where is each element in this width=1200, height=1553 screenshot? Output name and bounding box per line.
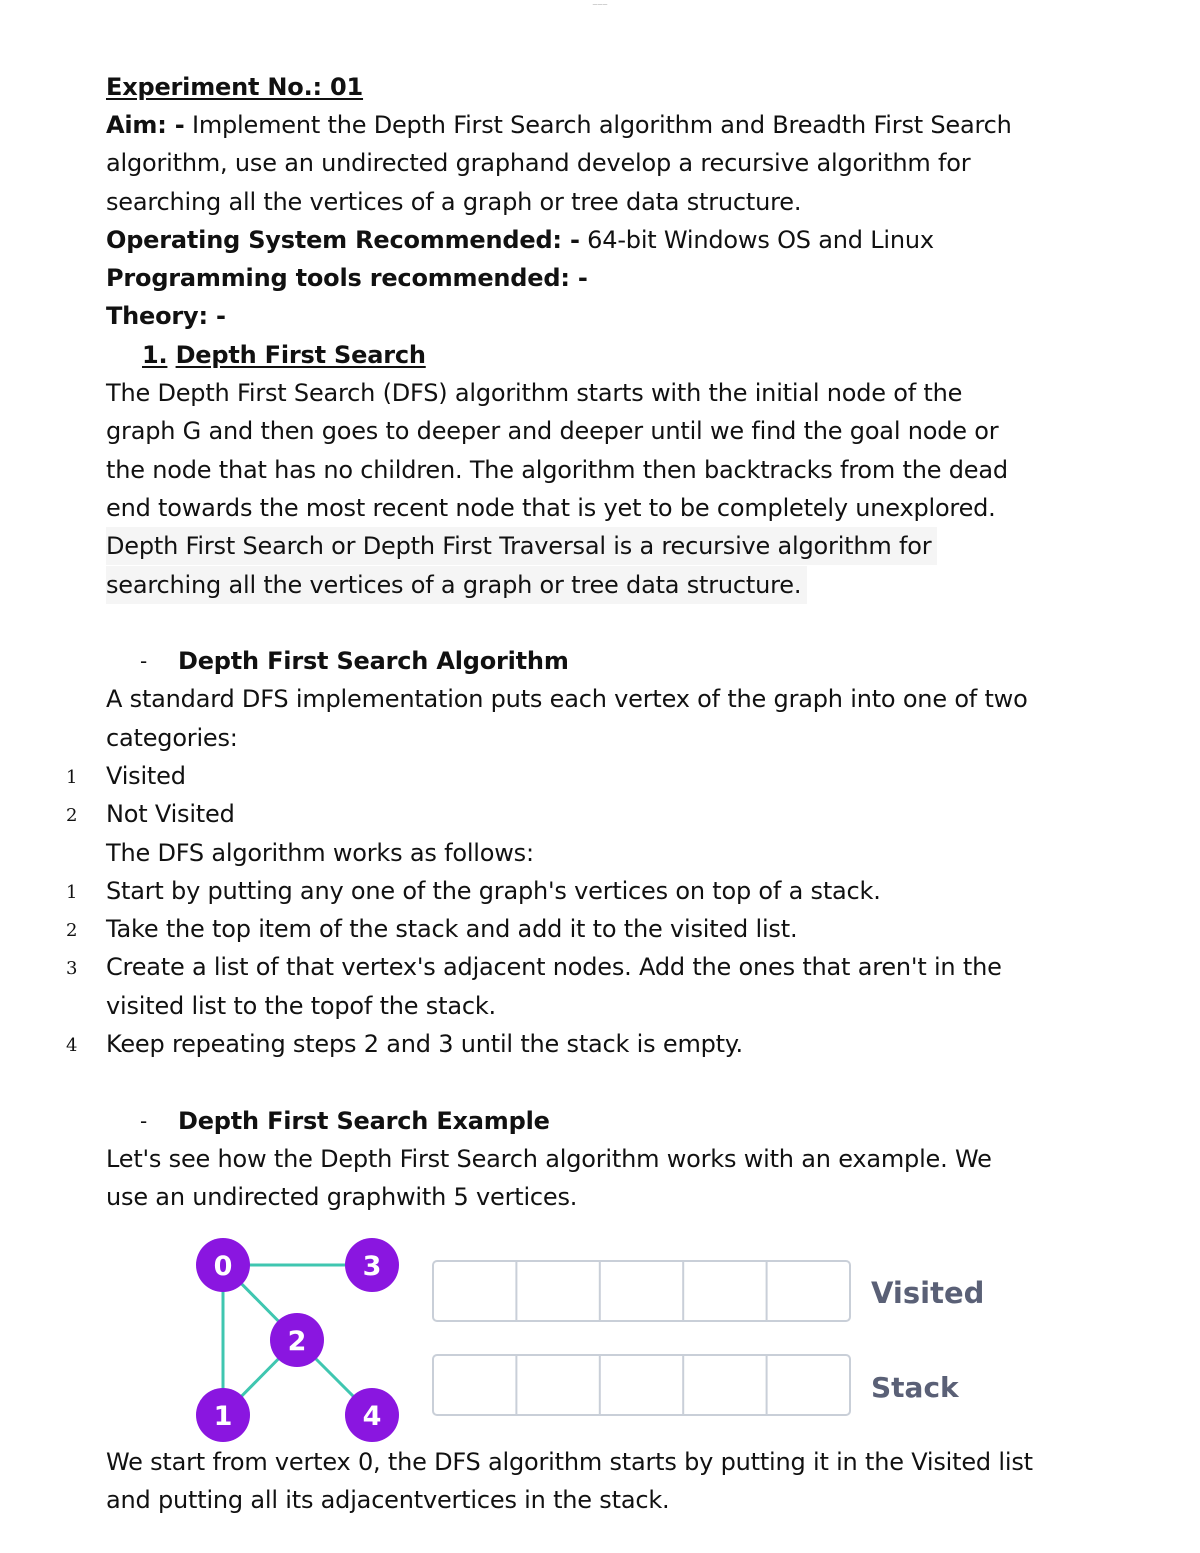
graph-node-0	[196, 1238, 250, 1292]
tools-label: Programming tools recommended: -	[106, 264, 588, 292]
example-dash: -	[140, 1109, 148, 1133]
graph-node-label: 3	[362, 1251, 382, 1282]
section1-number: 1.	[142, 341, 168, 369]
algorithm-heading: Depth First Search Algorithm	[178, 647, 569, 675]
graph-node-label: 2	[287, 1326, 307, 1357]
stack-cells	[433, 1355, 850, 1415]
section1-para-line-2: graph G and then goes to deeper and deeper until we find the goal node or	[106, 417, 999, 445]
graph-node-4	[345, 1388, 399, 1442]
step-item: Take the top item of the stack and add it to the visited list.	[106, 915, 798, 943]
category-item: Not Visited	[106, 800, 235, 828]
os-label: Operating System Recommended: -	[106, 226, 580, 254]
aim-text-1: Implement the Depth First Search algorithm and Breadth First Search	[184, 111, 1012, 139]
step-item: Create a list of that vertex's adjacent nodes. Add the ones that aren't in the	[106, 953, 1002, 981]
aim-line-3: searching all the vertices of a graph or tree data structure.	[106, 188, 802, 216]
algorithm-intro-line-2: categories:	[106, 724, 238, 752]
step-number: 1	[66, 882, 78, 903]
graph-node-label: 0	[213, 1251, 233, 1282]
os-value: 64-bit Windows OS and Linux	[579, 226, 934, 254]
step-number: 4	[66, 1035, 78, 1056]
section1-para-line-1: The Depth First Search (DFS) algorithm starts with the initial node of the	[106, 379, 963, 407]
aim-label: Aim: -	[106, 111, 185, 139]
graph-node-label: 1	[213, 1401, 233, 1432]
example-heading: Depth First Search Example	[178, 1107, 550, 1135]
dfs-graph-diagram	[190, 1232, 990, 1442]
visited-box	[433, 1261, 850, 1321]
algorithm-intro-line-1: A standard DFS implementation puts each vertex of the graph into one of two	[106, 685, 1028, 713]
graph-node-3	[345, 1238, 399, 1292]
example-intro-line-2: use an undirected graphwith 5 vertices.	[106, 1183, 578, 1211]
works-as-line: The DFS algorithm works as follows:	[106, 839, 534, 867]
visited-cells	[433, 1261, 850, 1321]
category-number: 1	[66, 767, 78, 788]
example-outro-line-2: and putting all its adjacentvertices in the stack.	[106, 1486, 670, 1514]
step-number: 3	[66, 958, 78, 979]
os-line	[106, 221, 934, 259]
stack-box	[433, 1355, 850, 1415]
theory-label: Theory: -	[106, 302, 226, 330]
step-item: Keep repeating steps 2 and 3 until the stack is empty.	[106, 1030, 743, 1058]
section1-heading	[142, 336, 426, 374]
category-item: Visited	[106, 762, 186, 790]
page-header-mark: ———	[592, 2, 608, 8]
aim-line-2: algorithm, use an undirected graphand develop a recursive algorithm for	[106, 149, 971, 177]
graph-nodes	[196, 1238, 399, 1442]
algorithm-dash: -	[140, 649, 148, 673]
graph-node-1	[196, 1388, 250, 1442]
category-number: 2	[66, 805, 78, 826]
graph-node-label: 4	[362, 1401, 382, 1432]
section1-para-line-4: end towards the most recent node that is yet to be completely unexplored.	[106, 494, 996, 522]
section1-highlight-line-1: Depth First Search or Depth First Traversal is a recursive algorithm for	[106, 527, 937, 565]
stack-label: Stack	[871, 1371, 959, 1404]
step-item-continuation: visited list to the topof the stack.	[106, 992, 496, 1020]
aim-line-1	[106, 106, 1012, 144]
section1-title: Depth First Search	[175, 341, 426, 369]
visited-label: Visited	[871, 1276, 985, 1310]
section1-para-line-3: the node that has no children. The algorithm then backtracks from the dead	[106, 456, 1008, 484]
experiment-title: Experiment No.: 01	[106, 73, 364, 101]
step-item: Start by putting any one of the graph's vertices on top of a stack.	[106, 877, 881, 905]
graph-node-2	[270, 1313, 324, 1367]
step-number: 2	[66, 920, 78, 941]
example-intro-line-1: Let's see how the Depth First Search algorithm works with an example. We	[106, 1145, 992, 1173]
section1-highlight-line-2: searching all the vertices of a graph or tree data structure.	[106, 566, 807, 604]
example-outro-line-1: We start from vertex 0, the DFS algorithm starts by putting it in the Visited list	[106, 1448, 1033, 1476]
dfs-example-figure	[190, 1232, 990, 1442]
